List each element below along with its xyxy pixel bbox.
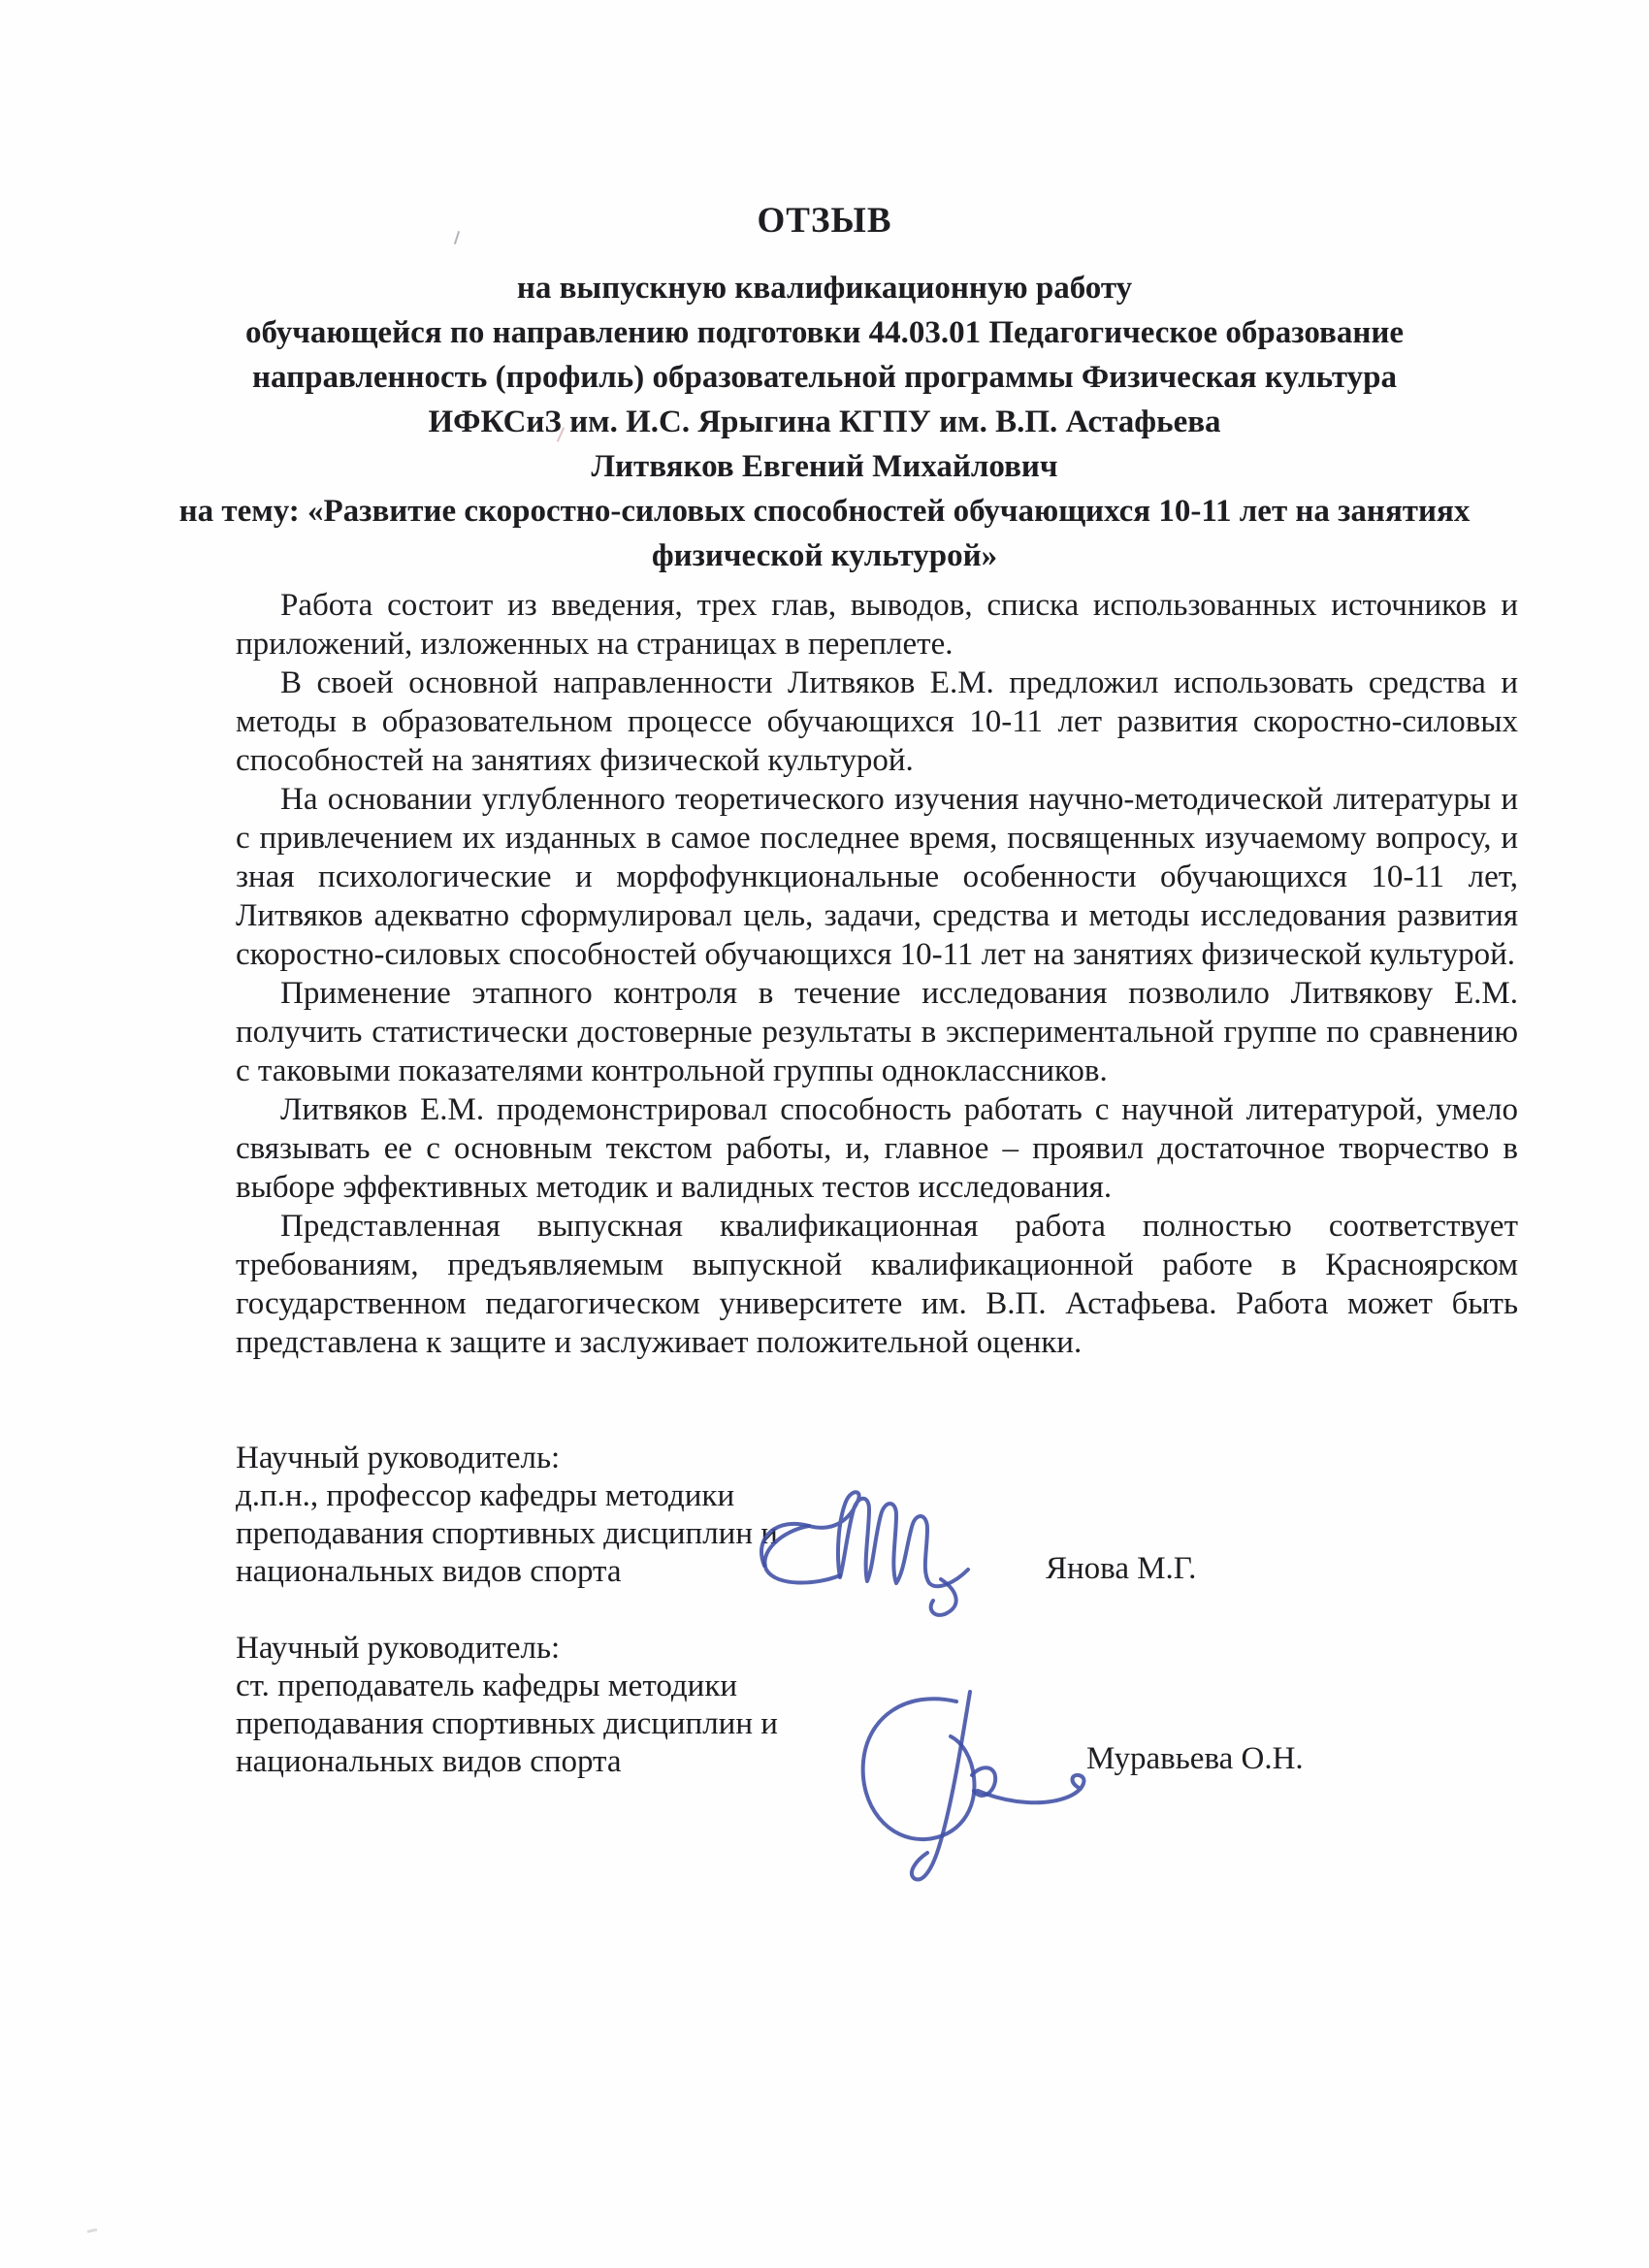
signatory-block-yanova xyxy=(236,1440,778,1591)
signatory-role-line: ст. преподаватель кафедры методики xyxy=(236,1669,738,1703)
document-body xyxy=(236,586,1518,1362)
body-paragraph: В своей основной направленности Литвяков Е.М. предложил использовать средства и методы в образовательном процессе обучающихся 10-11 лет развития скоростно-силовых способностей на занятиях физической культурой. xyxy=(236,665,1518,778)
header-line: направленность (профиль) образовательной программы Физическая культура xyxy=(252,360,1397,395)
document-title: ОТЗЫВ xyxy=(757,201,892,241)
document-header xyxy=(136,202,1513,578)
muravyeva-signature xyxy=(842,1686,1104,1890)
body-paragraph: Представленная выпускная квалификационная работа полностью соответствует требованиям, предъявляемым выпускной квалификационной работе в Красноярском государственном педагогическом университете им. В.П. Астафьева. Работа может быть представлена к защите и заслуживает положительной оценки. xyxy=(236,1209,1518,1360)
body-paragraph: Литвяков Е.М. продемонстрировал способность работать с научной литературой, умело связывать ее с основным текстом работы, и, главное – проявил достаточное творчество в выборе эффективных методик и валидных тестов исследования. xyxy=(236,1092,1518,1205)
yanova-signature xyxy=(749,1482,999,1618)
header-line: на выпускную квалификационную работу xyxy=(516,271,1133,306)
thesis-topic-line: физической культурой» xyxy=(651,538,998,573)
signatory-role-line: национальных видов спорта xyxy=(236,1744,622,1779)
signatory-role-line: преподавания спортивных дисциплин и xyxy=(236,1706,778,1741)
body-paragraph: Применение этапного контроля в течение исследования позволило Литвякову Е.М. получить статистически достоверные результаты в экспериментальной группе по сравнению с таковыми показателями контрольной группы одноклассников. xyxy=(236,976,1518,1088)
signatory-name: Муравьева О.Н. xyxy=(1086,1741,1304,1776)
scan-artifact xyxy=(87,2228,97,2233)
signatory-role-line: национальных видов спорта xyxy=(236,1554,622,1589)
student-name-line: Литвяков Евгений Михайлович xyxy=(591,449,1058,484)
signatory-role-line: Научный руководитель: xyxy=(236,1631,561,1666)
signatory-role-line: преподавания спортивных дисциплин и xyxy=(236,1516,778,1551)
signatory-name: Янова М.Г. xyxy=(1046,1551,1197,1586)
body-paragraph: На основании углубленного теоретического изучения научно-методической литературы и с привлечением их изданных в самое последнее время, посвященных изучаемому вопросу, и зная психологические и морфофункциональные особенности обучающихся 10-11 лет, Литвяков адекватно сформулировал цель, задачи, средства и методы исследования развития скоростно-силовых способностей обучающихся 10-11 лет на занятиях физической культурой. xyxy=(236,782,1518,972)
header-line: ИФКСиЗ им. И.С. Ярыгина КГПУ им. В.П. Астафьева xyxy=(428,405,1221,439)
thesis-topic-line: на тему: «Развитие скоростно-силовых способностей обучающихся 10-11 лет на занятиях xyxy=(178,494,1471,529)
signatory-block-muravyeva xyxy=(236,1630,778,1781)
header-line: обучающейся по направлению подготовки 44.03.01 Педагогическое образование xyxy=(245,315,1404,350)
body-paragraph: Работа состоит из введения, трех глав, выводов, списка использованных источников и приложений, изложенных на страницах в переплете. xyxy=(236,588,1518,662)
signatory-role-line: Научный руководитель: xyxy=(236,1441,561,1475)
signatory-role-line: д.п.н., профессор кафедры методики xyxy=(236,1478,735,1513)
